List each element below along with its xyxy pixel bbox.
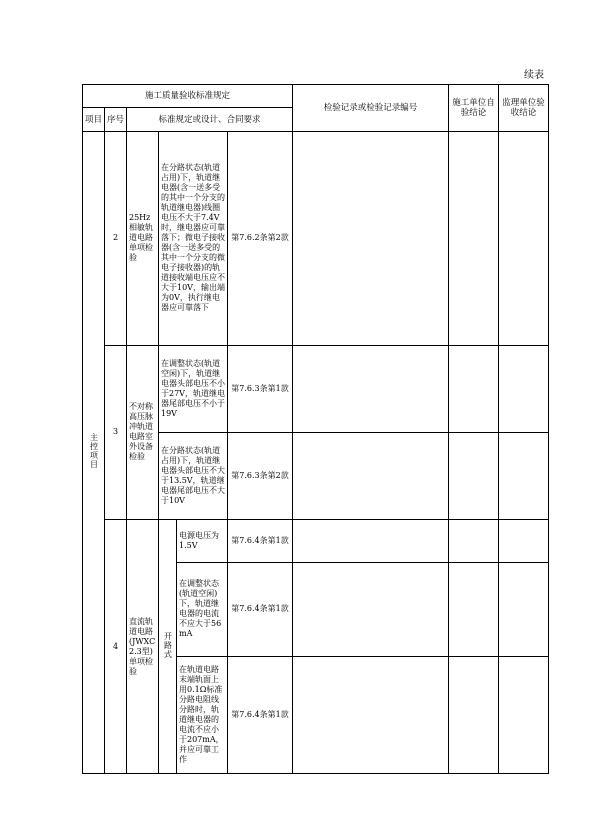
standard-group-header: 施工质量验收标准规定 [83, 85, 293, 108]
record-cell[interactable] [293, 132, 449, 346]
clause-cell: 第7.6.4条第1款 [228, 656, 293, 773]
contractor-cell[interactable] [449, 656, 499, 773]
contractor-cell[interactable] [449, 563, 499, 656]
requirement-header: 标准规定或设计、合同要求 [127, 108, 293, 132]
record-cell[interactable] [293, 563, 449, 656]
supervisor-header: 监理单位验收结论 [499, 85, 549, 132]
clause-cell: 第7.6.2条第2款 [228, 132, 293, 346]
inspection-table [82, 84, 549, 774]
record-cell[interactable] [293, 520, 449, 563]
contractor-header: 施工单位自验结论 [449, 85, 499, 132]
supervisor-cell[interactable] [499, 345, 549, 432]
seq-header: 序号 [105, 108, 127, 132]
record-header: 检验记录或检验记录编号 [293, 85, 449, 132]
continued-label: 续表 [524, 70, 544, 81]
table-row [83, 345, 549, 432]
requirement-cell: 在轨道电路末端轨面上用0.1Ω标准分路电阻线分路时，轨道继电器的电流不应小于207mA，并应可靠工作 [177, 656, 228, 773]
contractor-cell[interactable] [449, 520, 499, 563]
requirement-cell: 在分路状态(轨道占用)下，轨道继电器(含一送多受的其中一个分支的轨道继电器)线圈电压不大于7.4V时，继电器应可靠落下；微电子接收器(含一送多受的其中一个分支的微电子接收器)的轨道接收端电压应不大于10V，输出端为0V，执行继电器应可靠落下 [159, 132, 228, 346]
table-row [83, 520, 549, 563]
seq-cell: 2 [105, 132, 127, 346]
item-name-cell: 25Hz相敏轨道电路单项检验 [127, 132, 159, 346]
contractor-cell[interactable] [449, 132, 499, 346]
sub-type-label: 开路式 [159, 520, 177, 774]
seq-cell: 3 [105, 345, 127, 520]
item-header: 项目 [83, 108, 105, 132]
supervisor-cell[interactable] [499, 656, 549, 773]
record-cell[interactable] [293, 656, 449, 773]
item-name-cell: 不对称高压脉冲轨道电路室外设备检验 [127, 345, 159, 520]
record-cell[interactable] [293, 432, 449, 519]
contractor-cell[interactable] [449, 345, 499, 432]
requirement-cell: 在调整状态(轨道空闲)下，轨道继电器头部电压不小于27V，轨道继电器尾部电压不小于19V [159, 345, 228, 432]
requirement-cell: 在调整状态(轨道空闲)下，轨道继电器的电流不应大于56mA [177, 563, 228, 656]
requirement-cell: 电源电压为1.5V [177, 520, 228, 563]
contractor-cell[interactable] [449, 432, 499, 519]
clause-cell: 第7.6.3条第1款 [228, 345, 293, 432]
supervisor-cell[interactable] [499, 132, 549, 346]
record-cell[interactable] [293, 345, 449, 432]
table-row [83, 132, 549, 346]
main-item-label: 主控项目 [83, 132, 105, 774]
clause-cell: 第7.6.4条第1款 [228, 520, 293, 563]
supervisor-cell[interactable] [499, 520, 549, 563]
header-row-1 [83, 85, 549, 108]
supervisor-cell[interactable] [499, 563, 549, 656]
supervisor-cell[interactable] [499, 432, 549, 519]
clause-cell: 第7.6.3条第2款 [228, 432, 293, 519]
item-name-cell: 直流轨道电路(JWXC 2.3型)单项检验 [127, 520, 159, 774]
clause-cell: 第7.6.4条第1款 [228, 563, 293, 656]
requirement-cell: 在分路状态(轨道占用)下，轨道继电器头部电压不大于13.5V，轨道继电器尾部电压不大于10V [159, 432, 228, 519]
seq-cell: 4 [105, 520, 127, 774]
